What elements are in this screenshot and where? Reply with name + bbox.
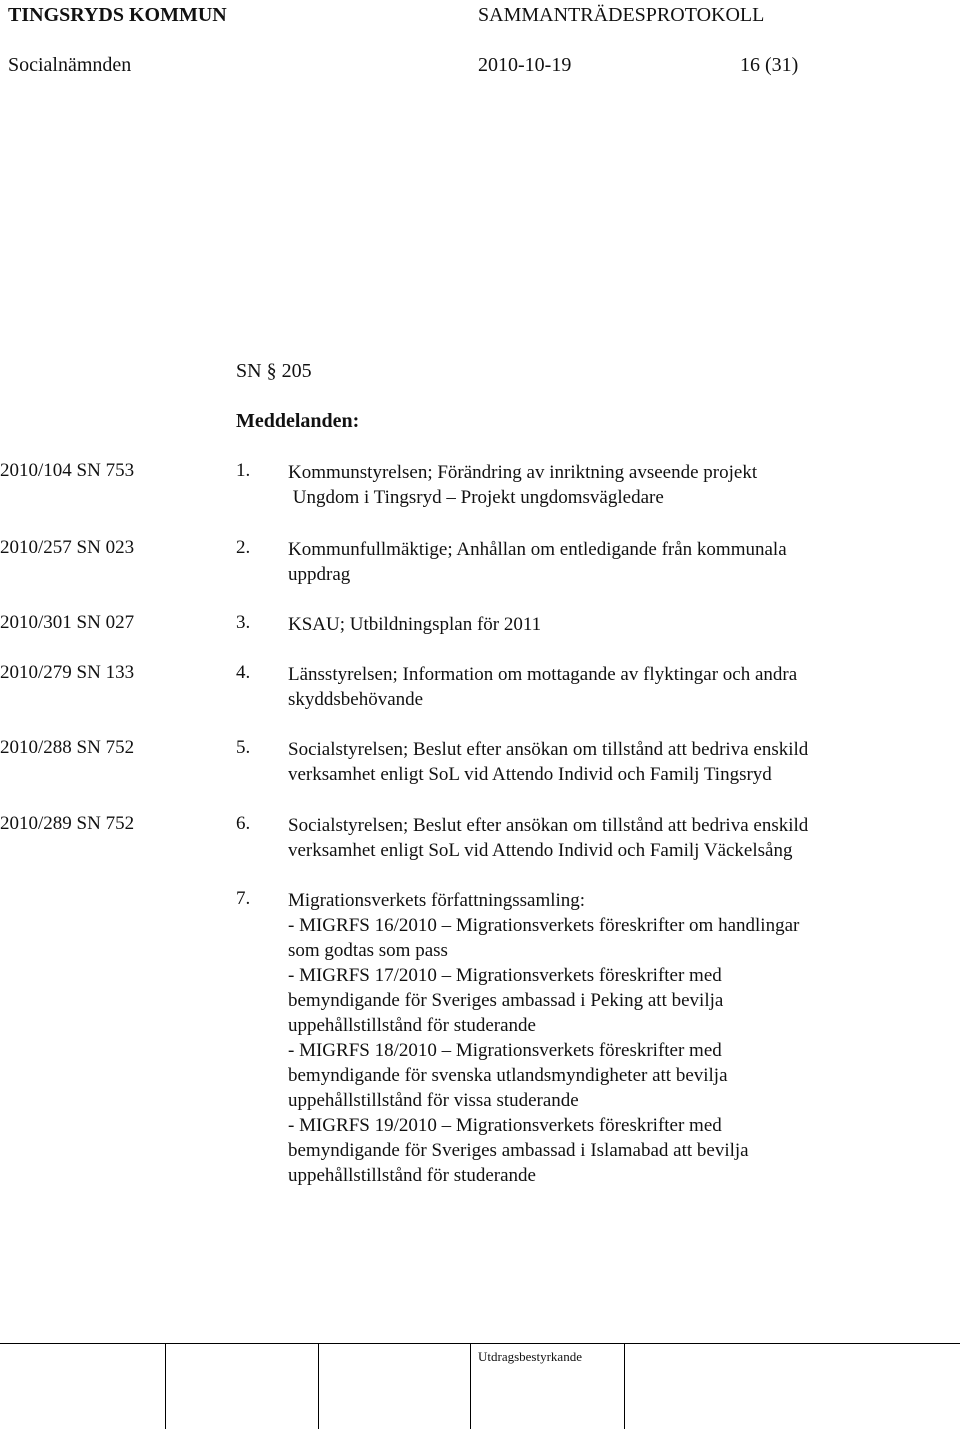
- paragraph-number: SN § 205: [236, 360, 312, 382]
- list-item: [236, 737, 936, 787]
- item-reference: 2010/104 SN 753: [0, 460, 135, 481]
- item-number: 6.: [236, 813, 251, 834]
- committee-name: Socialnämnden: [8, 54, 132, 76]
- item-text-line: bemyndigande för Sveriges ambassad i Islamabad att bevilja: [288, 1140, 749, 1161]
- signature-box-top-rule: [0, 1343, 960, 1344]
- item-text-line: Migrationsverkets författningssamling:: [288, 890, 586, 911]
- item-reference: 2010/257 SN 023: [0, 537, 135, 558]
- item-text-line: Ungdom i Tingsryd – Projekt ungdomsvägledare: [288, 487, 664, 508]
- item-text-line: Socialstyrelsen; Beslut efter ansökan om tillstånd att bedriva enskild: [288, 815, 809, 836]
- item-number: 4.: [236, 662, 251, 683]
- section-heading: Meddelanden:: [236, 410, 360, 432]
- signature-box: [0, 1343, 960, 1429]
- item-number: 5.: [236, 737, 251, 758]
- list-item: [236, 460, 936, 510]
- item-text-line: - MIGRFS 16/2010 – Migrationsverkets föreskrifter om handlingar: [288, 915, 800, 936]
- signature-cell-divider: [470, 1343, 471, 1429]
- item-text-line: uppehållstillstånd för studerande: [288, 1015, 536, 1036]
- item-reference: 2010/289 SN 752: [0, 813, 135, 834]
- list-item: [236, 888, 936, 1188]
- item-text-line: verksamhet enligt SoL vid Attendo Individ och Familj Tingsryd: [288, 764, 772, 785]
- item-text-line: skyddsbehövande: [288, 689, 424, 710]
- item-text-line: uppehållstillstånd för studerande: [288, 1165, 536, 1186]
- list-item: [236, 813, 936, 863]
- item-text-line: uppdrag: [288, 564, 351, 585]
- signature-cell-divider: [318, 1343, 319, 1429]
- meeting-date: 2010-10-19: [478, 54, 572, 76]
- municipality-name: TINGSRYDS KOMMUN: [8, 4, 227, 26]
- item-number: 7.: [236, 888, 251, 909]
- document-type: SAMMANTRÄDESPROTOKOLL: [478, 4, 765, 26]
- item-reference: 2010/288 SN 752: [0, 737, 135, 758]
- signature-cell-divider: [624, 1343, 625, 1429]
- item-text-line: - MIGRFS 18/2010 – Migrationsverkets föreskrifter med: [288, 1040, 722, 1061]
- item-text-line: Socialstyrelsen; Beslut efter ansökan om tillstånd att bedriva enskild: [288, 739, 809, 760]
- list-item: [236, 612, 936, 637]
- item-reference: 2010/279 SN 133: [0, 662, 135, 683]
- item-text-line: uppehållstillstånd för vissa studerande: [288, 1090, 579, 1111]
- item-text-line: Länsstyrelsen; Information om mottagande av flyktingar och andra: [288, 664, 798, 685]
- item-number: 1.: [236, 460, 251, 481]
- item-text-line: - MIGRFS 19/2010 – Migrationsverkets föreskrifter med: [288, 1115, 722, 1136]
- certifier-label: Utdragsbestyrkande: [478, 1349, 582, 1364]
- item-text-line: Kommunstyrelsen; Förändring av inriktning avseende projekt: [288, 462, 758, 483]
- item-number: 3.: [236, 612, 251, 633]
- item-number: 2.: [236, 537, 251, 558]
- list-item: [236, 537, 936, 587]
- item-text-line: Kommunfullmäktige; Anhållan om entledigande från kommunala: [288, 539, 787, 560]
- list-item: [236, 662, 936, 712]
- item-text-line: KSAU; Utbildningsplan för 2011: [288, 614, 542, 635]
- item-text-line: bemyndigande för Sveriges ambassad i Peking att bevilja: [288, 990, 724, 1011]
- item-text-line: - MIGRFS 17/2010 – Migrationsverkets föreskrifter med: [288, 965, 722, 986]
- signature-cell-divider: [165, 1343, 166, 1429]
- item-reference: 2010/301 SN 027: [0, 612, 135, 633]
- item-text-line: bemyndigande för svenska utlandsmyndigheter att bevilja: [288, 1065, 728, 1086]
- item-text-line: som godtas som pass: [288, 940, 448, 961]
- page-number: 16 (31): [740, 54, 799, 76]
- item-text-line: verksamhet enligt SoL vid Attendo Individ och Familj Väckelsång: [288, 840, 793, 861]
